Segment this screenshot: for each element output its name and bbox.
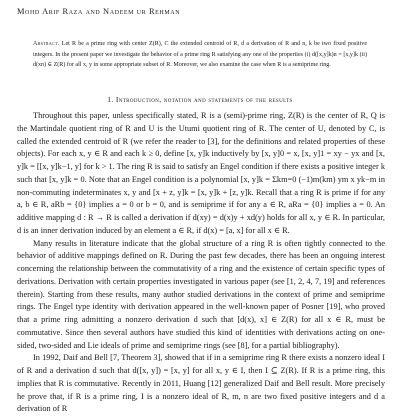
section-title: 1. Introduction, notation and statements of the results <box>107 95 293 104</box>
authors-header: Mohd Arif Raza and Nadeem ur Rehman <box>17 7 181 16</box>
abstract <box>33 39 367 71</box>
paragraph: In 1992, Daif and Bell [7, Theorem 3], showed that if in a semiprime ring R there exists a nonzero ideal I of R and a derivation d such that d([x, y]) = [x, y] for all x, y ∈ I, then I ⊆ Z(R). If R is a prime ring, this implies that R is commutative. Recently in 2011, Huang [12] generalized Daif and Bell result. More precisely he prove that, if R is a prime ring, I is a nonzero ideal of R, m, n are two fixed positive integers and d a derivation of R <box>17 353 385 414</box>
body-text <box>17 110 385 416</box>
abstract-label: Abstract. <box>33 41 60 47</box>
paragraph: Many results in literature indicate that the global structure of a ring R is often tightly connected to the behavior of additive mappings defined on R. During the past few decades, there has been an ongoing interest concerning the relationship between the commutativity of a ring and the existence of certain specific types of derivations. Derivation with certain properties investigated in various paper (see [1, 2, 4, 7, 19] and references therein). Starting from these results, many author studied derivations in the context of prime and semiprime rings. The Engel type identity with derivation appeared in the well-known paper of Posner [19], who proved that a prime ring admitting a nonzero derivation d such that [d(x), x] ∈ Z(R) for all x ∈ R, must be commutative. Since then several authors have studied this kind of identities with derivations acting on one-sided, two-sided and Lie ideals of prime and semiprime rings (see [8], for a partial bibliography). <box>17 238 385 350</box>
abstract-text: Let R be a prime ring with center Z(R), C the extended centroid of R, d a derivation of R and n, k be two fixed positive integers. In the present paper we investigate the behavior of a prime ring R satisfying any one of the properties (i) d([x,y]k)n = [x,y]k (ii) d(xn) ∈ Z(R) for all x, y in some appropriate subset of R. Moreover, we also examine the case when R is a semiprime ring. <box>33 41 367 69</box>
paragraph: Throughout this paper, unless specifically stated, R is a (semi)-prime ring, Z(R) is the center of R, Q is the Martindale quotient ring of R and U is the Utumi quotient ring of R. The center of U, denoted by C, is called the extended centroid of R (we refer the reader to [3], for the definitions and related properties of these objects). For each x, y ∈ R and each k ≥ 0, define [x, y]k inductively by [x, y]0 = x, [x, y]1 = xy − yx and [x, y]k = [[x, y]k−1, y] for k > 1. The ring R is said to satisfy an Engel condition if there exists a positive integer k such that [x, y]k = 0. Note that an Engel condition is a polynomial [x, y]k = Σkm=0 (−1)m(km) ym x yk−m in non-commuting indeterminates x, y and [x + z, y]k = [x, y]k + [z, y]k. Recall that a ring R is prime if for any a, b ∈ R, aRb = {0} implies a = 0 or b = 0, and is semiprime if for any a ∈ R, aRa = {0} implies a = 0. An additive mapping d : R → R is called a derivation if d(xy) = d(x)y + xd(y) holds for all x, y ∈ R. In particular, d is an inner derivation induced by an element a ∈ R, if d(x) = [a, x] for all x ∈ R. <box>17 111 385 235</box>
